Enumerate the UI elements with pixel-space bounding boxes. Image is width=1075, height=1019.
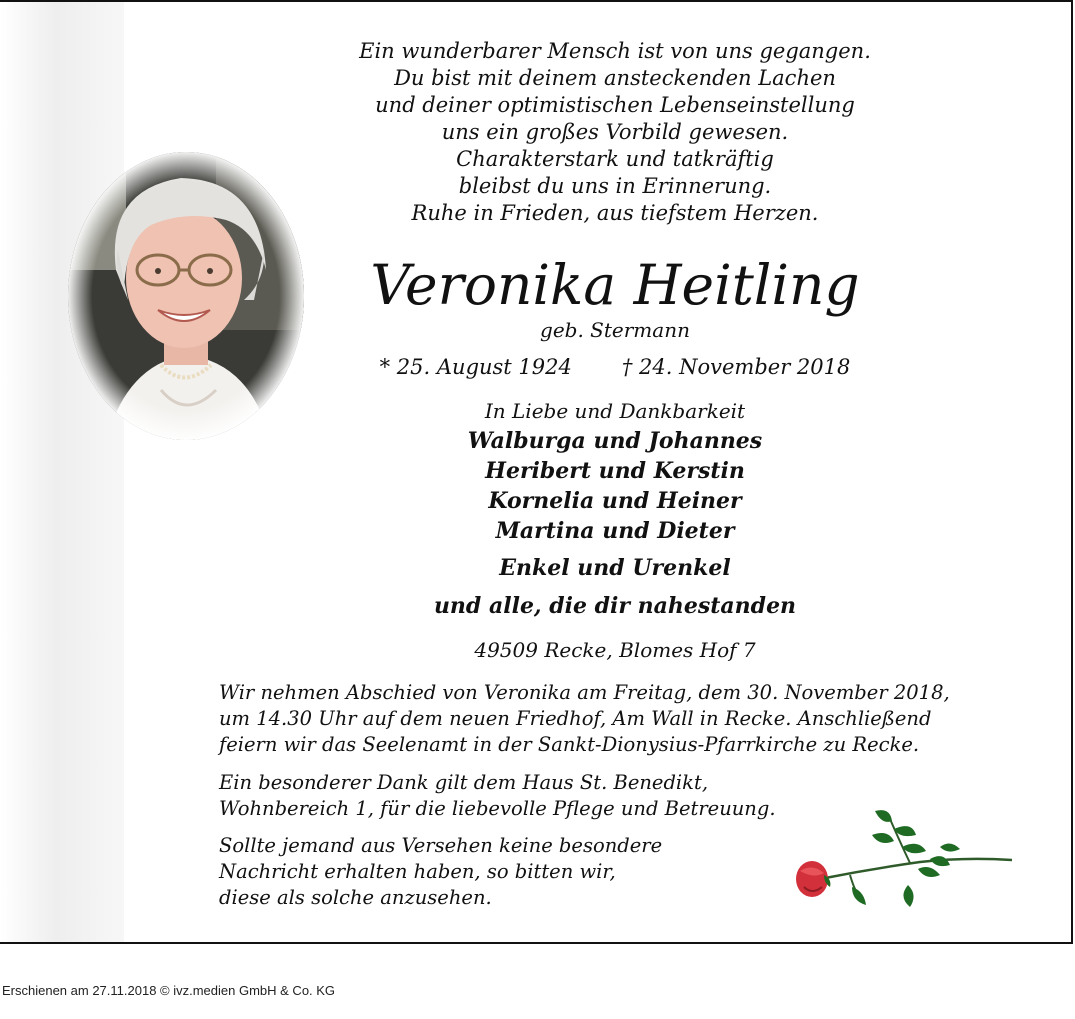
others-line: und alle, die dir nahestanden [433, 593, 797, 619]
family-member: Kornelia und Heiner [488, 488, 742, 514]
deceased-name: Veronika Heitling [370, 253, 860, 317]
family-member: Walburga und Johannes [467, 428, 763, 454]
portrait-photo [66, 150, 306, 442]
mourners-address: 49509 Recke, Blomes Hof 7 [474, 638, 756, 662]
paragraph-line: Sollte jemand aus Versehen keine besondere [219, 834, 663, 857]
poem-line: bleibst du uns in Erinnerung. [458, 174, 772, 198]
paragraph-line: Wir nehmen Abschied von Veronika am Freitag, dem 30. November 2018, [219, 681, 950, 704]
birth-name: geb. Stermann [540, 318, 690, 342]
paragraph-line: um 14.30 Uhr auf dem neuen Friedhof, Am Wall in Recke. Anschließend [219, 707, 932, 730]
side-gradient-band [0, 2, 124, 942]
family-list [315, 426, 915, 546]
family-member: Martina und Dieter [495, 518, 735, 544]
poem-line: uns ein großes Vorbild gewesen. [441, 120, 789, 144]
paragraph-line: Ein besonderer Dank gilt dem Haus St. Benedikt, [219, 771, 709, 794]
publication-footer: Erschienen am 27.11.2018 © ivz.medien GmbH & Co. KG [2, 983, 336, 998]
paragraph-line: feiern wir das Seelenamt in der Sankt-Dionysius-Pfarrkirche zu Recke. [219, 733, 920, 756]
poem-line: Ruhe in Frieden, aus tiefstem Herzen. [411, 201, 819, 225]
family-member: Heribert und Kerstin [485, 458, 745, 484]
poem-line: Ein wunderbarer Mensch ist von uns gegangen. [359, 39, 871, 63]
funeral-paragraph [219, 680, 1039, 758]
poem [315, 38, 915, 227]
grandchildren-line: Enkel und Urenkel [499, 555, 731, 581]
poem-line: Du bist mit deinem ansteckenden Lachen [394, 66, 836, 90]
paragraph-line: diese als solche anzusehen. [219, 886, 492, 909]
mourners-intro: In Liebe und Dankbarkeit [484, 399, 746, 423]
poem-line: und deiner optimistischen Lebenseinstellung [375, 93, 855, 117]
life-dates [315, 354, 915, 381]
poem-line: Charakterstark und tatkräftig [456, 147, 774, 171]
birth-date: * 25. August 1924 [379, 355, 572, 379]
paragraph-line: Nachricht erhalten haben, so bitten wir, [219, 860, 616, 883]
death-date: † 24. November 2018 [621, 355, 851, 379]
paragraph-line: Wohnbereich 1, für die liebevolle Pflege und Betreuung. [219, 797, 776, 820]
rose-icon [790, 807, 1015, 912]
